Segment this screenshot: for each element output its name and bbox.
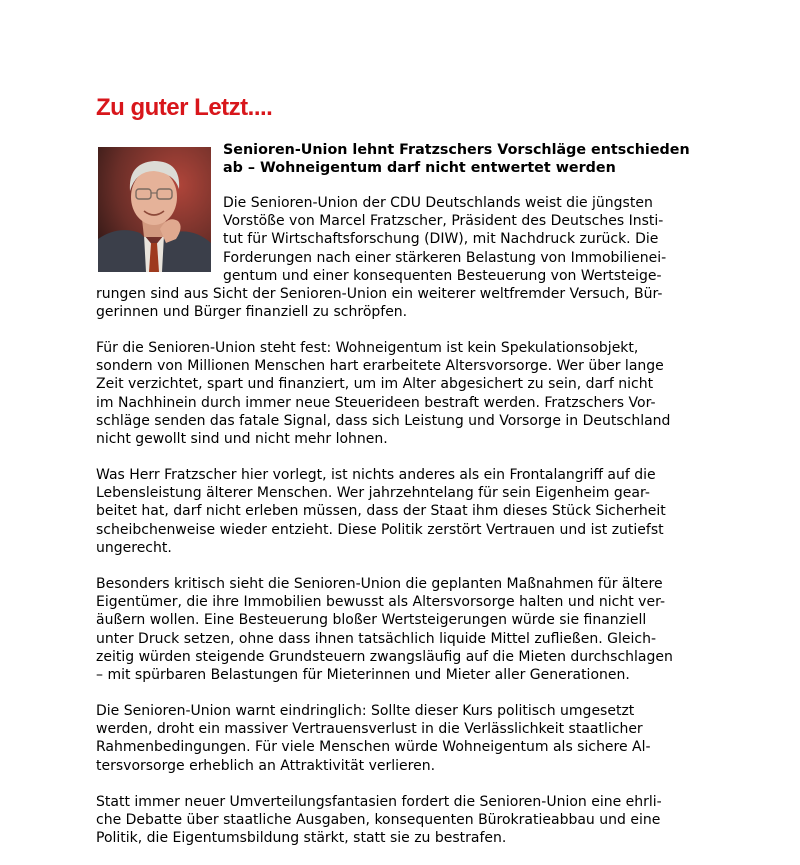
paragraph-line: beitet hat, darf nicht erleben müssen, dass der Staat ihm dieses Stück Sicherheit	[96, 503, 666, 520]
paragraph-line: äußern wollen. Eine Besteuerung bloßer Wertsteigerungen würde sie finanziell	[96, 612, 647, 629]
paragraph-line: Die Senioren-Union der CDU Deutschlands weist die jüngsten	[223, 195, 653, 211]
paragraph-line: Statt immer neuer Umverteilungsfantasien fordert die Senioren-Union eine ehrli-	[96, 794, 662, 810]
paragraph-line: Vorstöße von Marcel Fratzscher, Präsident des Deutsches Insti-	[223, 213, 664, 230]
article-paragraph-1	[96, 194, 710, 321]
article-paragraph-4	[96, 575, 710, 684]
article-paragraph-3	[96, 466, 710, 557]
paragraph-line: scheibchenweise wieder entzieht. Diese Politik zerstört Vertrauen und ist zutiefst	[96, 521, 664, 538]
paragraph-line: Besonders kritisch sieht die Senioren-Union die geplanten Maßnahmen für ältere	[96, 576, 663, 592]
paragraph-line: ungerecht.	[96, 539, 172, 556]
paragraph-line: che Debatte über staatliche Ausgaben, konsequenten Bürokratieabbau und eine	[96, 812, 661, 829]
paragraph-line: – mit spürbaren Belastungen für Mieterinnen und Mieter aller Generationen.	[96, 667, 630, 684]
paragraph-line: Forderungen nach einer stärkeren Belastung von Immobilienei-	[223, 249, 667, 266]
subtitle-line: Senioren-Union lehnt Fratzschers Vorschläge entschieden	[223, 142, 690, 158]
paragraph-line: Rahmenbedingungen. Für viele Menschen würde Wohneigentum als sichere Al-	[96, 739, 651, 756]
article-paragraph-5	[96, 702, 710, 775]
subtitle-line: ab – Wohneigentum darf nicht entwertet werden	[223, 160, 616, 177]
paragraph-line: gerinnen und Bürger finanziell zu schröpfen.	[96, 304, 408, 321]
paragraph-line: gentum und einer konsequenten Besteuerung von Wertsteige-	[223, 267, 662, 284]
paragraph-line: Eigentümer, die ihre Immobilien bewusst als Altersvorsorge halten und nicht ver-	[96, 594, 665, 611]
article-paragraph-6	[96, 793, 710, 848]
paragraph-line: werden, droht ein massiver Vertrauensverlust in die Verlässlichkeit staatlicher	[96, 721, 643, 738]
paragraph-line: Für die Senioren-Union steht fest: Wohneigentum ist kein Spekulationsobjekt,	[96, 340, 639, 356]
article-subtitle	[223, 141, 800, 177]
page-heading: Zu guter Letzt....	[96, 94, 273, 121]
paragraph-line: im Nachhinein durch immer neue Steuerideen bestraft werden. Fratzschers Vor-	[96, 394, 656, 411]
paragraph-line: schläge senden das fatale Signal, dass sich Leistung und Vorsorge in Deutschland	[96, 412, 671, 429]
paragraph-line: Lebensleistung älterer Menschen. Wer jahrzehntelang für sein Eigenheim gear-	[96, 485, 650, 502]
paragraph-line: tersvorsorge erheblich an Attraktivität verlieren.	[96, 757, 436, 774]
paragraph-line: Zeit verzichtet, spart und finanziert, um im Alter abgesichert zu sein, darf nicht	[96, 376, 654, 393]
paragraph-line: sondern von Millionen Menschen hart erarbeitete Altersvorsorge. Wer über lange	[96, 358, 664, 375]
paragraph-line: rungen sind aus Sicht der Senioren-Union ein weiterer weltfremder Versuch, Bür-	[96, 286, 663, 303]
paragraph-line: zeitig würden steigende Grundsteuern zwangsläufig auf die Mieten durchschlagen	[96, 648, 673, 665]
paragraph-line: unter Druck setzen, ohne dass ihnen tatsächlich liquide Mittel zufließen. Gleich-	[96, 630, 656, 647]
paragraph-line: Politik, die Eigentumsbildung stärkt, statt sie zu bestrafen.	[96, 830, 507, 847]
paragraph-line: Die Senioren-Union warnt eindringlich: Sollte dieser Kurs politisch umgesetzt	[96, 703, 635, 719]
article-paragraph-2	[96, 339, 710, 448]
paragraph-line: tut für Wirtschaftsforschung (DIW), mit Nachdruck zurück. Die	[223, 231, 659, 248]
paragraph-line: nicht gewollt sind und nicht mehr lohnen.	[96, 431, 388, 448]
paragraph-line: Was Herr Fratzscher hier vorlegt, ist nichts anderes als ein Frontalangriff auf die	[96, 467, 656, 483]
